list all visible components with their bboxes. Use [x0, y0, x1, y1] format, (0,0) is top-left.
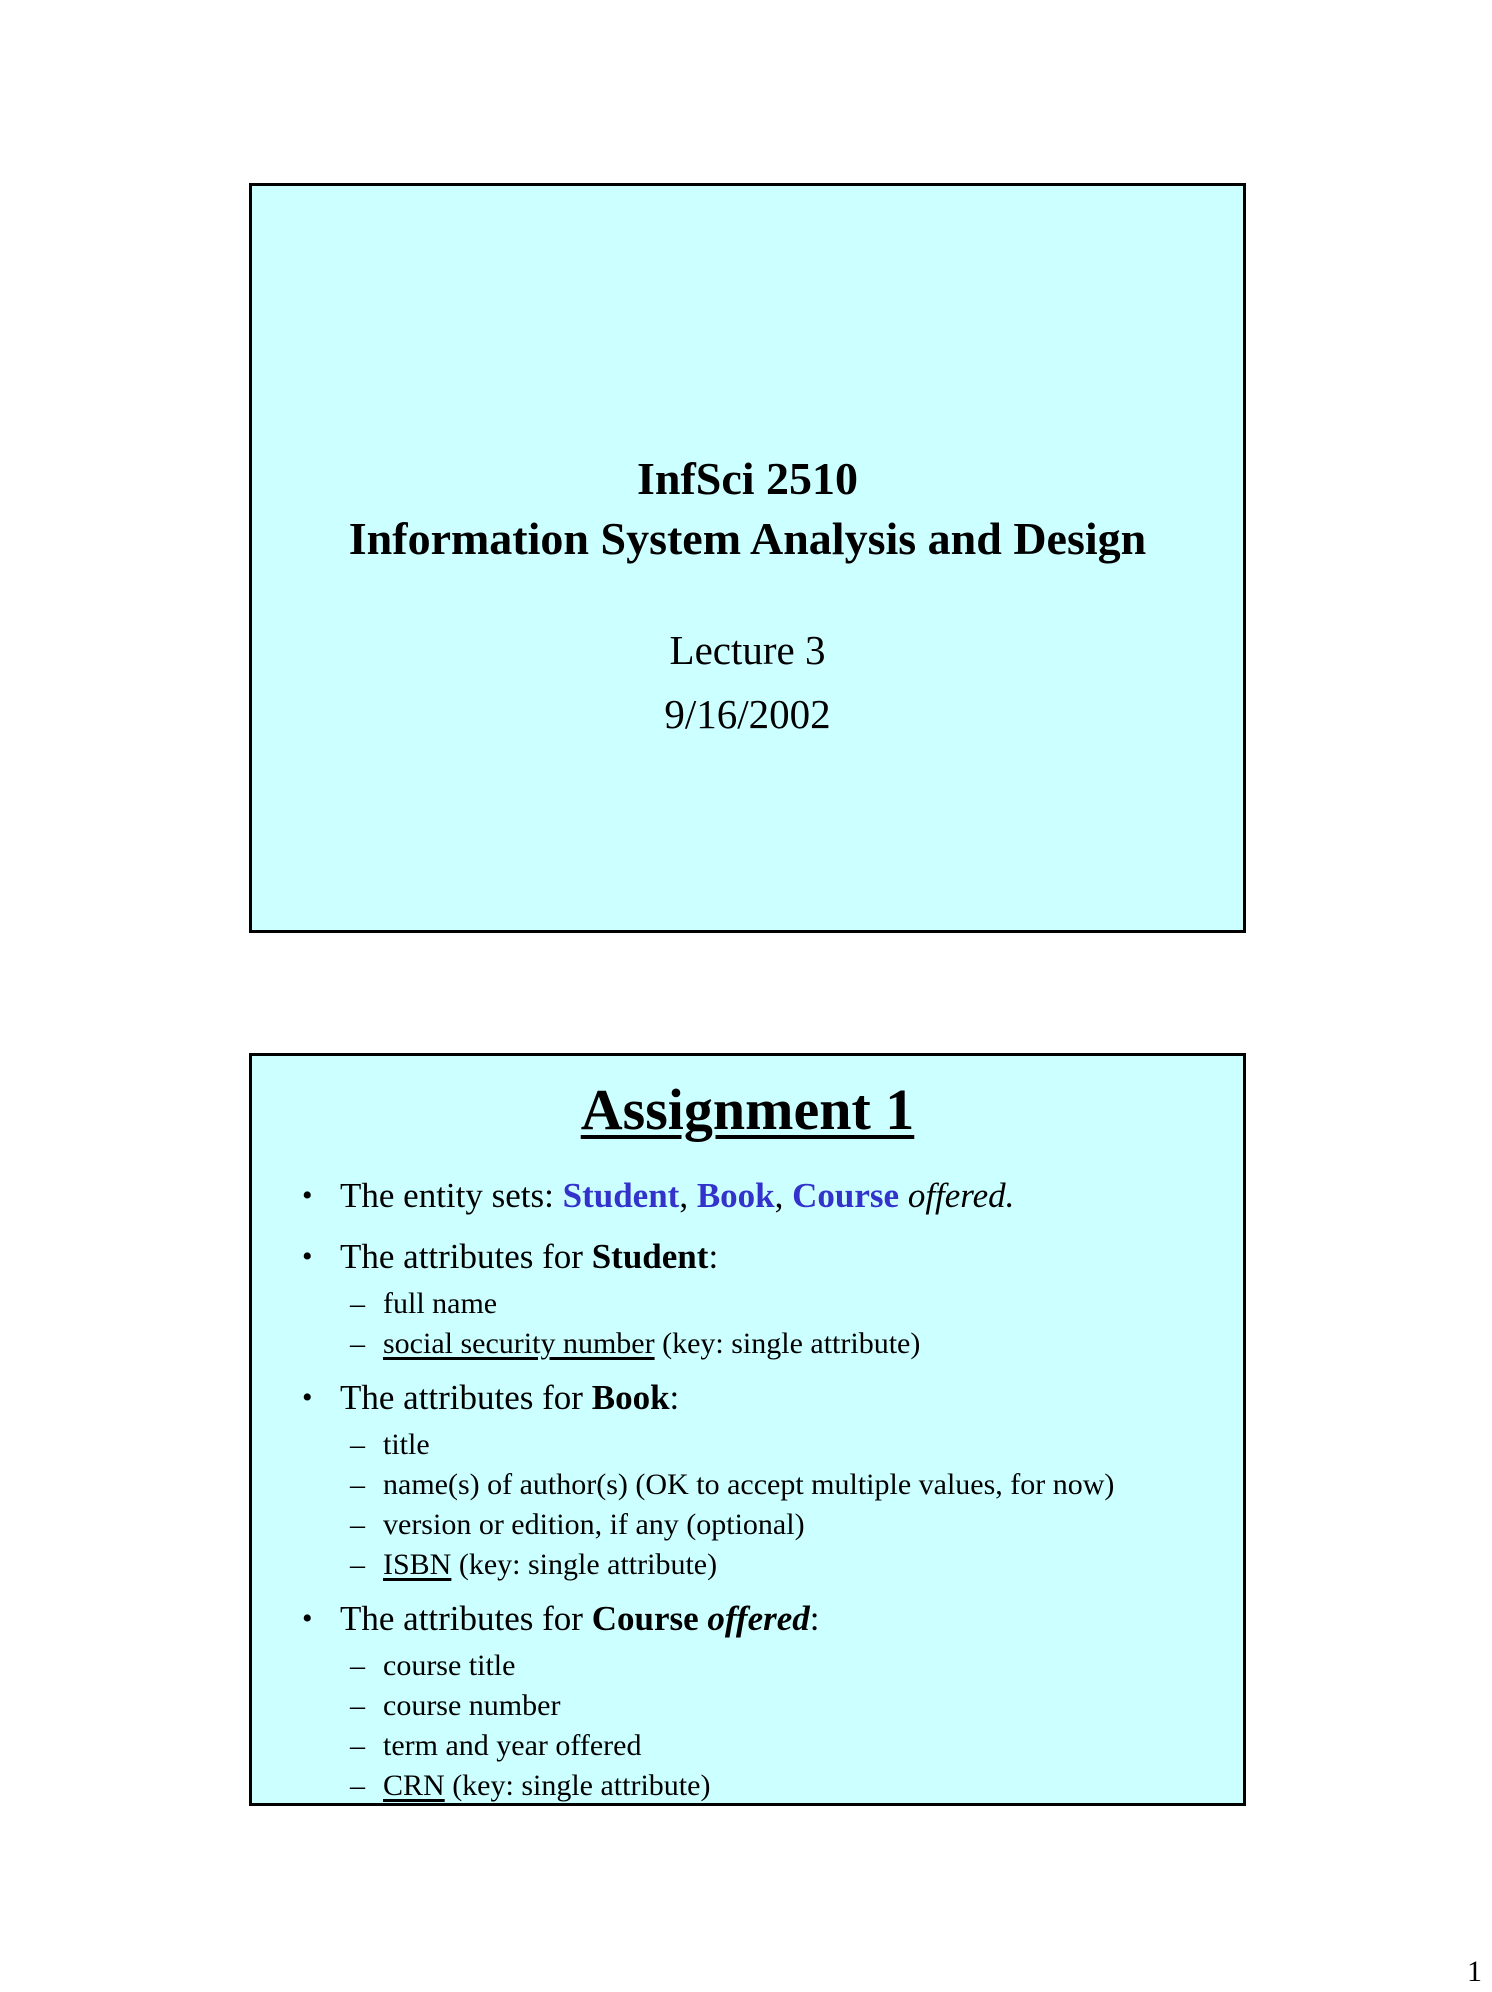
course-title-block: [252, 449, 1243, 569]
dash-icon: –: [350, 1508, 365, 1541]
list-item: – course title: [252, 1646, 1243, 1686]
lecture-date: 9/16/2002: [664, 691, 831, 737]
list-item: – social security number (key: single attribute): [252, 1324, 1243, 1364]
course-name: Information System Analysis and Design: [348, 513, 1147, 564]
dash-icon: –: [350, 1689, 365, 1722]
lecture-number: Lecture 3: [669, 627, 826, 673]
entity-course: Course: [792, 1176, 900, 1215]
bullet-icon: •: [302, 1381, 313, 1414]
bullet-entity-sets: • The entity sets: Student, Book, Course offered.: [252, 1168, 1243, 1223]
bullet-student-attributes: • The attributes for Student:: [252, 1229, 1243, 1284]
list-item: – full name: [252, 1284, 1243, 1324]
course-code: InfSci 2510: [636, 453, 859, 504]
dash-icon: –: [350, 1327, 365, 1360]
dash-icon: –: [350, 1287, 365, 1320]
assignment-slide: [249, 1053, 1246, 1806]
dash-icon: –: [350, 1548, 365, 1581]
dash-icon: –: [350, 1649, 365, 1682]
bullet-icon: •: [302, 1240, 313, 1273]
bullet-icon: •: [302, 1602, 313, 1635]
list-item: – title: [252, 1425, 1243, 1465]
dash-icon: –: [350, 1428, 365, 1461]
key-attribute: social security number: [383, 1327, 655, 1360]
list-item: – course number: [252, 1686, 1243, 1726]
key-attribute: CRN: [383, 1769, 445, 1802]
bullet-course-attributes: • The attributes for Course offered:: [252, 1591, 1243, 1646]
list-item: – CRN (key: single attribute): [252, 1766, 1243, 1806]
list-item: – term and year offered: [252, 1726, 1243, 1766]
bullet-icon: •: [302, 1179, 313, 1212]
page-number: 1: [1467, 1955, 1482, 1988]
lecture-info: [252, 618, 1243, 746]
dash-icon: –: [350, 1769, 365, 1802]
bullet-book-attributes: • The attributes for Book:: [252, 1370, 1243, 1425]
assignment-title: Assignment 1: [580, 1077, 915, 1142]
list-item: – ISBN (key: single attribute): [252, 1545, 1243, 1585]
key-attribute: ISBN: [383, 1548, 452, 1581]
entity-book: Book: [696, 1176, 775, 1215]
list-item: – name(s) of author(s) (OK to accept multiple values, for now): [252, 1465, 1243, 1505]
bullet-list: [252, 1168, 1243, 1806]
entity-student: Student: [562, 1176, 680, 1215]
dash-icon: –: [350, 1468, 365, 1501]
dash-icon: –: [350, 1729, 365, 1762]
title-slide: [249, 183, 1246, 933]
list-item: – version or edition, if any (optional): [252, 1505, 1243, 1545]
